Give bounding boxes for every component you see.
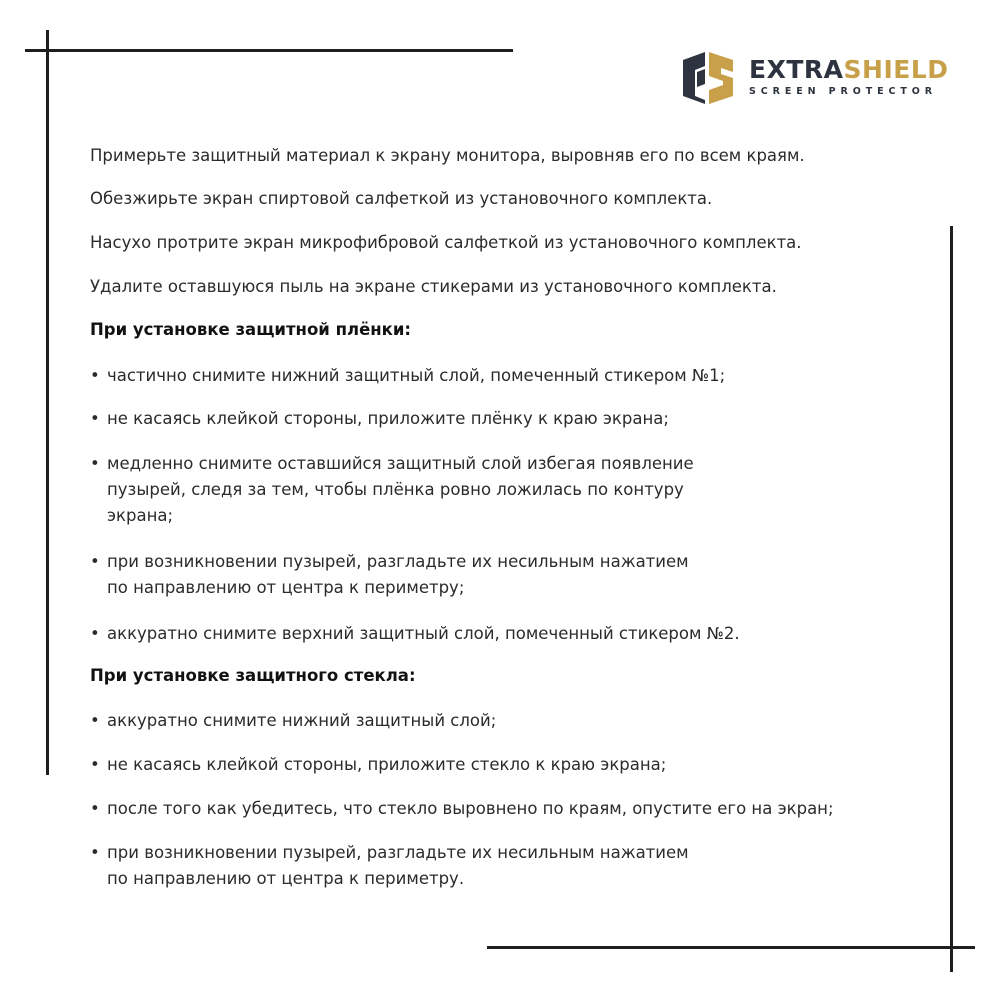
glass-item-text: после того как убедитесь, что стекло выровнено по краям, опустите его на экран; [107, 799, 834, 818]
frame-line-right [950, 226, 953, 972]
glass-list-item [90, 708, 496, 734]
glass-item-text: аккуратно снимите нижний защитный слой; [107, 711, 497, 730]
glass-section-heading: При установке защитного стекла: [90, 666, 416, 685]
glass-list-item [90, 752, 666, 778]
shield-logo-icon [683, 52, 733, 104]
frame-line-bottom [487, 946, 975, 949]
frame-line-top [25, 49, 513, 52]
intro-step-2: Обезжирьте экран спиртовой салфеткой из установочного комплекта. [90, 189, 713, 208]
film-item-text: не касаясь клейкой стороны, приложите плёнку к краю экрана; [107, 409, 669, 428]
bullet-icon: • [90, 552, 100, 571]
intro-step-4: Удалите оставшуюся пыль на экране стикерами из установочного комплекта. [90, 277, 777, 296]
film-item-text: при возникновении пузырей, разгладьте их несильным нажатием по направлению от центра к периметру; [107, 552, 689, 597]
film-list-item [90, 621, 740, 647]
brand-logo [683, 52, 955, 104]
bullet-icon: • [90, 366, 100, 385]
bullet-icon: • [90, 409, 100, 428]
brand-name [749, 56, 949, 84]
bullet-icon: • [90, 624, 100, 643]
brand-name-shield: SHIELD [843, 55, 949, 84]
glass-item-text: не касаясь клейкой стороны, приложите стекло к краю экрана; [107, 755, 667, 774]
glass-item-text: при возникновении пузырей, разгладьте их несильным нажатием по направлению от центра к периметру. [107, 843, 689, 888]
glass-list-item [90, 840, 689, 892]
intro-step-3: Насухо протрите экран микрофибровой салфеткой из установочного комплекта. [90, 233, 802, 252]
intro-step-1: Примерьте защитный материал к экрану монитора, выровняв его по всем краям. [90, 146, 805, 165]
film-item-text: аккуратно снимите верхний защитный слой, помеченный стикером №2. [107, 624, 740, 643]
bullet-icon: • [90, 711, 100, 730]
logo-text [749, 56, 949, 98]
brand-name-extra: EXTRA [749, 55, 844, 84]
film-item-text: частично снимите нижний защитный слой, помеченный стикером №1; [107, 366, 726, 385]
film-list-item [90, 363, 725, 389]
frame-line-left [46, 30, 49, 775]
bullet-icon: • [90, 454, 100, 473]
film-item-text: медленно снимите оставшийся защитный слой избегая появление пузырей, следя за тем, чтобы плёнка ровно ложилась по контуру экрана; [107, 454, 694, 525]
bullet-icon: • [90, 755, 100, 774]
bullet-icon: • [90, 799, 100, 818]
glass-list-item [90, 796, 834, 822]
film-list-item [90, 451, 694, 529]
brand-tagline: SCREEN PROTECTOR [749, 86, 937, 97]
film-list-item [90, 406, 669, 432]
bullet-icon: • [90, 843, 100, 862]
film-section-heading: При установке защитной плёнки: [90, 320, 412, 339]
film-list-item [90, 549, 689, 601]
